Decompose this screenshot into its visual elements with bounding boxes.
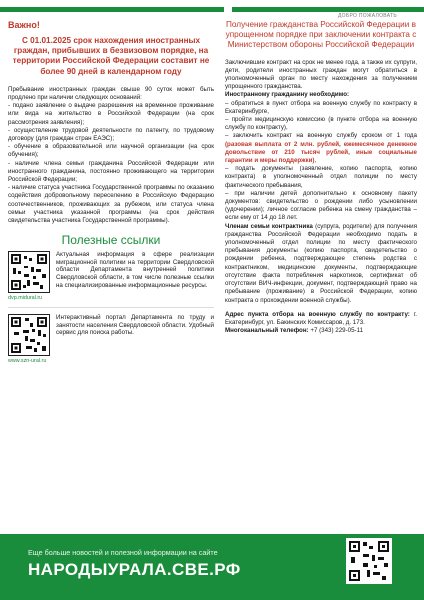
lead-announcement: С 01.01.2025 срок нахождения иностранных граждан, прибывших в безвизовом порядке, на территории Российской Федерации составит не более 90 дней в календарном году [12, 36, 210, 76]
citizenship-body [225, 59, 417, 336]
payment-highlight: (разовая выплата от 2 млн. рублей, ежемесячное денежное довольствие от 210 тысяч рублей, иные социальные гарантии и меры поддержки) [225, 140, 417, 165]
intro-text: Заключившие контракт на срок не менее года, а также их супруги, дети, родители иностранных граждан могут обратиться в уполномоченный орган по месту нахождения за получением упрощенного гражданства. [225, 58, 417, 91]
divider [8, 307, 214, 308]
paragraph: - наличие статуса участника Государственной программы по оказанию содействия добровольному переселению в Российскую Федерацию соотечественников, проживающих за рубежом, или статуса члена семьи участника указанной программы (на срок действия свидетельства участника Государственной программы). [8, 184, 214, 225]
address-label: Адрес пункта отбора на военную службу по контракту: [225, 310, 410, 318]
citizen-heading: Иностранному гражданину необходимо: [225, 91, 350, 99]
left-column [8, 20, 214, 364]
paragraph: - осуществление трудовой деятельности по патенту, по трудовому договору (для граждан стран ЕАЭС); [8, 126, 214, 143]
footer-tagline: Еще больше новостей и полезной информации на сайте [28, 548, 218, 557]
qr-block [8, 251, 50, 301]
link-url[interactable]: dvp.midural.ru [8, 295, 43, 302]
step-item: – подать документы (заявление, копию паспорта, копию контракта) в уполномоченный отдел полиции по месту фактического пребывания, [225, 165, 417, 189]
link-url[interactable]: www.szn-ural.ru [8, 358, 47, 365]
step-item: – пройти медицинскую комиссию (в пункте отбора на военную службу по контракту), [225, 116, 417, 132]
extension-grounds [8, 86, 214, 225]
address-line [225, 311, 417, 327]
citizenship-title: Получение гражданства Российской Федерации в упрощенном порядке при заключении контракта с Министерством обороны Российской Федерации [225, 20, 417, 50]
phone-value[interactable]: +7 (343) 229-05-11 [308, 327, 364, 335]
qr-block [8, 314, 50, 364]
important-heading: Важно! [8, 20, 40, 30]
welcome-label: ДОБРО ПОЖАЛОВАТЬ [338, 13, 397, 19]
link-description: Актуальная информация в сфере реализации миграционной политики на территории Свердловской области Департамента внутренней политики Свердловской области, в том числе полезные ссылки на специализированные информационные ресурсы. [56, 251, 214, 289]
top-green-bar-left [0, 7, 224, 12]
top-green-bar-right [232, 7, 424, 12]
paragraph: - подано заявление о выдаче разрешения на временное проживание или вида на жительство в Российской Федерации (на срок рассмотрения заявления); [8, 102, 214, 126]
qr-code-icon[interactable] [8, 251, 50, 293]
family-heading: Членам семьи контрактника [225, 222, 313, 230]
family-text: (супруга, родители) для получения гражданства Российской Федерации необходимо подать в уполномоченный отдел полиции по месту фактического пребывания документы (копию паспорта, свидетельство о рождении ребенка, подтверждающее степень родства с контрактником, медицинские документы, подтверждающие отсутствие факта потребления наркотиков, сертификат об отсутствии ВИЧ-инфекции, документ, подтверждающий право на пребывание (проживание) в Российской Федерации, копию контракта о прохождении военной службы). [225, 222, 417, 304]
footer-site-link[interactable]: НАРОДЫУРАЛА.СВЕ.РФ [28, 560, 241, 579]
link-description: Интерактивный портал Департамента по труду и занятости населения Свердловской области. Удобный сервис для поиска работы. [56, 314, 214, 337]
phone-line [225, 327, 417, 335]
step-text: , [314, 157, 317, 165]
link-item-dvp [8, 251, 214, 301]
step-item [225, 132, 417, 165]
paragraph: - наличие члена семьи гражданина Российской Федерации или иностранного гражданина, постоянно проживающего на территории Российской Федерации; [8, 159, 214, 184]
paragraph: - обучение в образовательной или научной организации (на срок обучения); [8, 143, 214, 159]
phone-label: Многоканальный телефон: [225, 327, 309, 335]
step-item: – обратиться в пункт отбора на военную службу по контракту в Екатеринбурге, [225, 99, 417, 115]
step-item: – при наличии детей дополнительно к основному пакету документов: свидетельство о рождении либо усыновлении (удочерении); личное согласие ребенка на смену гражданства – если ему от 14 до 18 лет. [225, 189, 417, 222]
step-text: – заключить контракт на военную службу сроком от 1 года [225, 132, 417, 140]
footer-qr-code-icon[interactable] [346, 538, 392, 584]
useful-links-title: Полезные ссылки [61, 233, 161, 248]
right-column [225, 20, 417, 335]
address-value: г. Екатеринбург, ул. Бакинских Комиссаров, д. 173. [225, 310, 417, 326]
link-item-szn [8, 314, 214, 364]
qr-code-icon[interactable] [8, 314, 50, 356]
paragraph: Пребывание иностранных граждан свыше 90 суток может быть продлено при наличии следующих оснований: [8, 85, 214, 102]
family-paragraph [225, 223, 417, 305]
